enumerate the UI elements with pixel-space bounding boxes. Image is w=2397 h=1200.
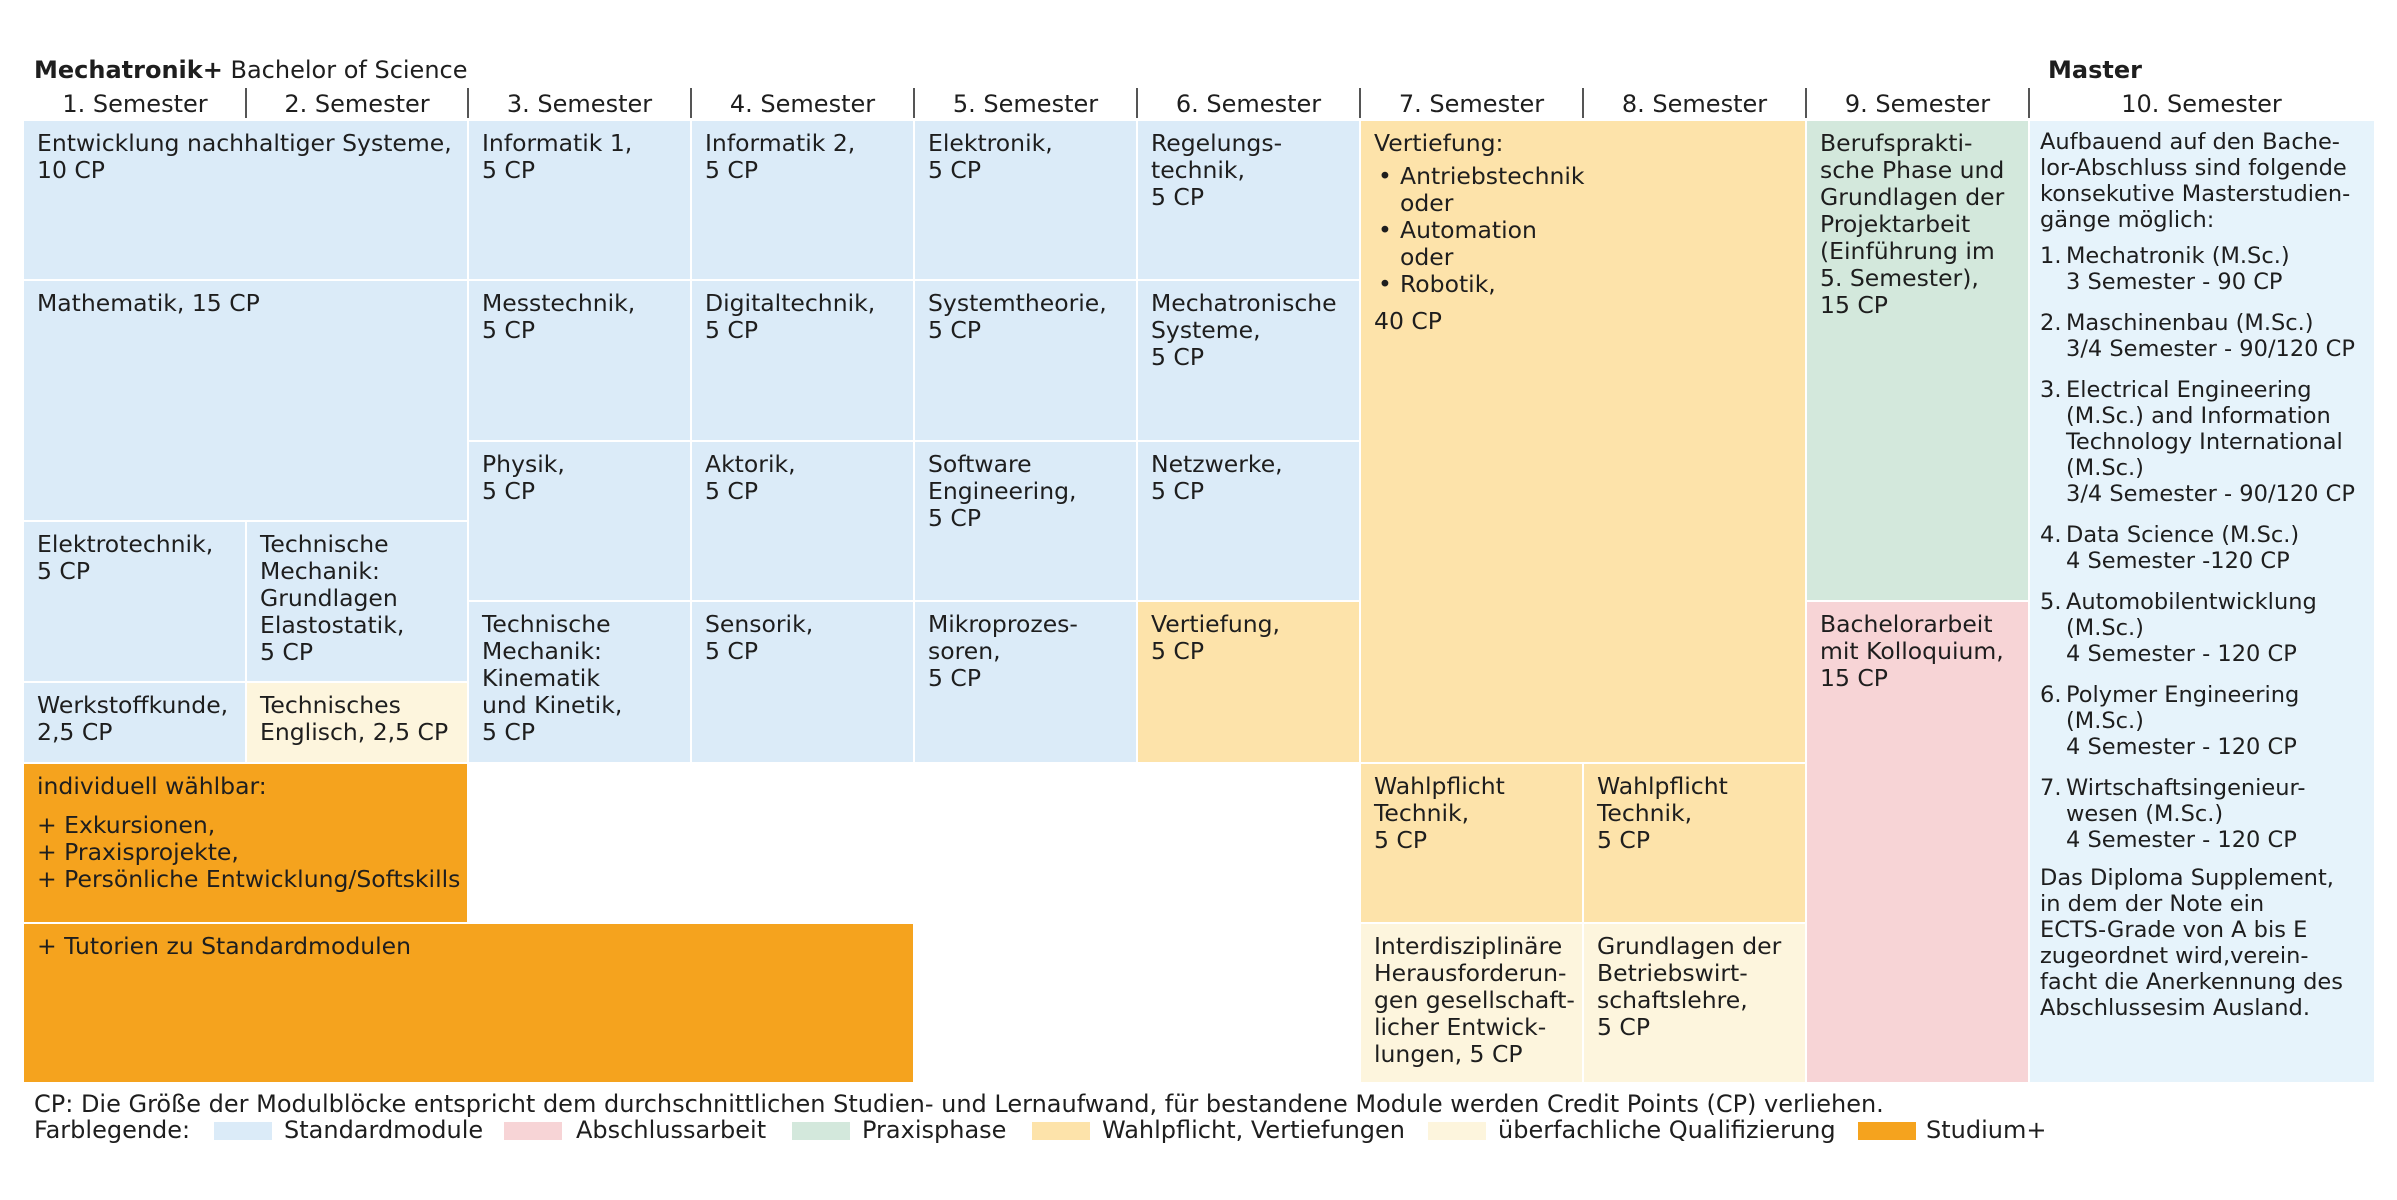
semester-divider xyxy=(1582,88,1584,118)
option-automation: • Automation oder xyxy=(1374,217,1792,271)
module-software-engineering: Software Engineering, 5 CP xyxy=(915,442,1136,600)
degree-name: Bachelor of Science xyxy=(230,56,468,84)
master-outro: Das Diploma Supplement, in dem der Note ein ECTS-Grade von A bis E zugeordnet wird,verein- facht die Anerkennung des Abschlussesim Ausland. xyxy=(2040,865,2343,1021)
legend-label-wahlpflicht: Wahlpflicht, Vertiefungen xyxy=(1102,1116,1405,1144)
master-program: 1. Mechatronik (M.Sc.) 3 Semester - 90 CP xyxy=(2040,243,2290,295)
module-informatik-2: Informatik 2, 5 CP xyxy=(692,121,913,279)
module-systemtheorie: Systemtheorie, 5 CP xyxy=(915,281,1136,440)
semester-3: 3. Semester xyxy=(506,90,653,118)
module-mathematik: Mathematik, 15 CP xyxy=(24,281,467,520)
module-digitaltechnik: Digitaltechnik, 5 CP xyxy=(692,281,913,440)
vertiefung-options xyxy=(1374,163,1792,298)
option-antriebstechnik: • Antriebstechnik oder xyxy=(1374,163,1792,217)
semester-7: 7. Semester xyxy=(1398,90,1545,118)
master-program: 6. Polymer Engineering (M.Sc.) 4 Semester - 120 CP xyxy=(2040,682,2300,760)
module-elektronik: Elektronik, 5 CP xyxy=(915,121,1136,279)
master-program: 7. Wirtschaftsingenieur- wesen (M.Sc.) 4 Semester - 120 CP xyxy=(2040,775,2306,853)
module-betriebswirtschaftslehre: Grundlagen der Betriebswirt- schaftslehre, 5 CP xyxy=(1584,924,1805,1082)
semester-5: 5. Semester xyxy=(952,90,1099,118)
module-wahlpflicht-7: Wahlpflicht Technik, 5 CP xyxy=(1361,764,1582,922)
legend-label-abschluss: Abschlussarbeit xyxy=(576,1116,767,1144)
legend-title: Farblegende: xyxy=(34,1116,191,1144)
semester-divider xyxy=(245,88,247,118)
option-robotik: • Robotik, xyxy=(1374,271,1792,298)
master-program: 2. Maschinenbau (M.Sc.) 3/4 Semester - 90/120 CP xyxy=(2040,310,2355,362)
legend-swatch-studium-plus xyxy=(1858,1122,1916,1140)
legend-swatch-wahlpflicht xyxy=(1032,1122,1090,1140)
module-netzwerke: Netzwerke, 5 CP xyxy=(1138,442,1359,600)
semester-divider xyxy=(2028,88,2030,118)
module-technisches-englisch: Technisches Englisch, 2,5 CP xyxy=(247,683,467,762)
module-werkstoffkunde: Werkstoffkunde, 2,5 CP xyxy=(24,683,245,762)
module-physik: Physik, 5 CP xyxy=(469,442,690,600)
program-name: Mechatronik+ xyxy=(34,56,223,84)
semester-divider xyxy=(690,88,692,118)
semester-divider xyxy=(1359,88,1361,118)
tutorien-block: + Tutorien zu Standardmodulen xyxy=(24,924,913,1082)
module-interdisziplinaer: Interdisziplinäre Herausforderun- gen gesellschaft- licher Entwick- lungen, 5 CP xyxy=(1361,924,1582,1082)
legend-swatch-ueberfachlich xyxy=(1428,1122,1486,1140)
legend-label-ueberfachlich: überfachliche Qualifizierung xyxy=(1498,1116,1836,1144)
module-elektrotechnik: Elektrotechnik, 5 CP xyxy=(24,522,245,681)
master-program: 3. Electrical Engineering (M.Sc.) and Information Technology International (M.Sc.) 3/4 Semester - 90/120 CP xyxy=(2040,377,2355,507)
module-nachhaltige-systeme: Entwicklung nachhaltiger Systeme, 10 CP xyxy=(24,121,467,279)
module-messtechnik: Messtechnik, 5 CP xyxy=(469,281,690,440)
legend-swatch-abschluss xyxy=(504,1122,562,1140)
module-sensorik: Sensorik, 5 CP xyxy=(692,602,913,762)
semester-2: 2. Semester xyxy=(284,90,430,118)
module-regelungstechnik: Regelungs- technik, 5 CP xyxy=(1138,121,1359,279)
individuell-heading: individuell wählbar: xyxy=(37,772,267,800)
semester-6: 6. Semester xyxy=(1175,90,1322,118)
individuell-waehlbar-block: individuell wählbar: + Exkursionen, + Praxisprojekte, + Persönliche Entwicklung/Softskills xyxy=(24,764,467,922)
master-program-list xyxy=(2040,243,2364,853)
semester-4: 4. Semester xyxy=(729,90,876,118)
legend-swatch-standard xyxy=(214,1122,272,1140)
legend-swatch-praxis xyxy=(792,1122,850,1140)
master-label: Master xyxy=(2048,56,2142,84)
semester-divider xyxy=(1136,88,1138,118)
module-wahlpflicht-8: Wahlpflicht Technik, 5 CP xyxy=(1584,764,1805,922)
module-mechatronische-systeme: Mechatronische Systeme, 5 CP xyxy=(1138,281,1359,440)
semester-1: 1. Semester xyxy=(62,90,208,118)
module-tm-kinematik: Technische Mechanik: Kinematik und Kinetik, 5 CP xyxy=(469,602,690,762)
module-mikroprozessoren: Mikroprozes- soren, 5 CP xyxy=(915,602,1136,762)
legend-label-standard: Standardmodule xyxy=(284,1116,484,1144)
module-aktorik: Aktorik, 5 CP xyxy=(692,442,913,600)
semester-divider xyxy=(913,88,915,118)
module-informatik-1: Informatik 1, 5 CP xyxy=(469,121,690,279)
master-program: 5. Automobilentwicklung (M.Sc.) 4 Semester - 120 CP xyxy=(2040,589,2317,667)
semester-10: 10. Semester xyxy=(2121,90,2282,118)
semester-divider xyxy=(1805,88,1807,118)
module-praxisphase: Berufsprakti- sche Phase und Grundlagen der Projektarbeit (Einführung im 5. Semester), 15 CP xyxy=(1807,121,2028,600)
module-vertiefung-6: Vertiefung, 5 CP xyxy=(1138,602,1359,762)
semester-divider xyxy=(467,88,469,118)
semester-8: 8. Semester xyxy=(1621,90,1768,118)
master-info-panel xyxy=(2030,121,2374,1082)
master-intro: Aufbauend auf den Bache- lor-Abschluss sind folgende konsekutive Masterstudien- gänge möglich: xyxy=(2040,129,2351,233)
module-bachelorarbeit: Bachelorarbeit mit Kolloquium, 15 CP xyxy=(1807,602,2028,1082)
module-vertiefung-40cp: Vertiefung: • Antriebstechnik oder • Automation oder • Robotik, 40 CP xyxy=(1361,121,1805,762)
program-title xyxy=(34,56,468,84)
semester-9: 9. Semester xyxy=(1844,90,1991,118)
legend-label-praxis: Praxisphase xyxy=(862,1116,1007,1144)
legend-label-studium-plus: Studium+ xyxy=(1926,1116,2047,1144)
cp-note: CP: Die Größe der Modulblöcke entspricht dem durchschnittlichen Studien- und Lernaufwand, für bestandene Module werden Credit Points (CP) verliehen. xyxy=(34,1090,1884,1118)
master-heading xyxy=(2048,56,2142,84)
module-tm-elastostatik: Technische Mechanik: Grundlagen Elastostatik, 5 CP xyxy=(247,522,467,681)
master-program: 4. Data Science (M.Sc.) 4 Semester -120 CP xyxy=(2040,522,2300,574)
